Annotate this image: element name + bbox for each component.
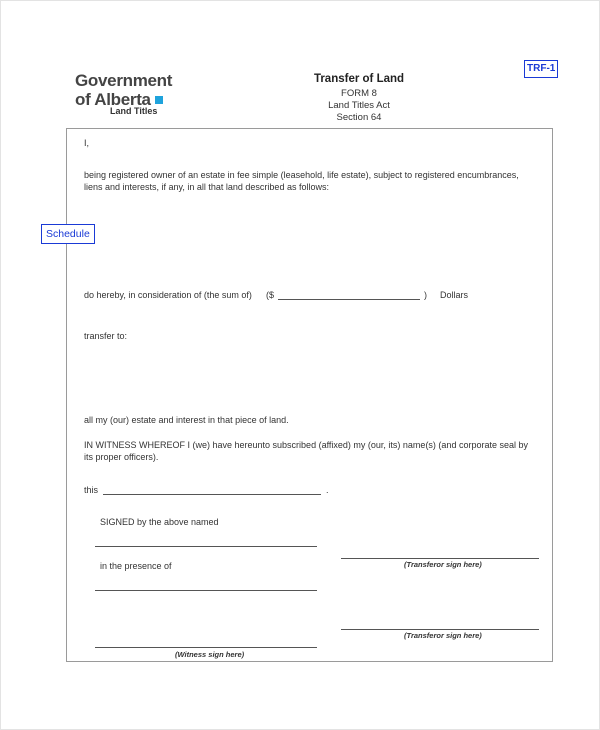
transfer-to-label: transfer to: [84, 331, 128, 341]
act-name: Land Titles Act [328, 100, 390, 111]
witness-sign-line[interactable] [95, 647, 317, 648]
form-number: FORM 8 [341, 88, 377, 99]
date-period: . [326, 485, 329, 495]
transferor-sign-line-1[interactable] [341, 558, 539, 559]
logo-line-2: of Alberta [75, 90, 172, 109]
logo-subtitle: Land Titles [110, 106, 158, 116]
amount-open-paren: ($ [266, 290, 275, 300]
amount-close-paren: ) [424, 290, 427, 300]
schedule-button[interactable]: Schedule [41, 224, 95, 244]
government-logo [75, 71, 172, 109]
form-title: Transfer of Land [313, 73, 405, 85]
witness-sign-caption: (Witness sign here) [175, 650, 245, 659]
transferor-sign-caption-2: (Transferor sign here) [404, 631, 482, 640]
transferor-sign-caption-1: (Transferor sign here) [404, 560, 482, 569]
witness-statement: IN WITNESS WHEREOF I (we) have hereunto subscribed (affixed) my (our, its) name(s) (and corporate seal by its proper officers). [84, 440, 528, 462]
form-body-frame [66, 128, 553, 662]
this-label: this [84, 485, 99, 495]
logo-line-1: Government [75, 71, 173, 90]
signer-name-line[interactable] [95, 546, 317, 547]
consideration-label: do hereby, in consideration of (the sum of) [84, 290, 252, 300]
section-number: Section 64 [336, 112, 382, 123]
signed-label: SIGNED by the above named [100, 517, 219, 527]
i-label: I, [84, 138, 90, 148]
logo-square-icon [155, 96, 163, 104]
transferor-sign-line-2[interactable] [341, 629, 539, 630]
amount-input-line[interactable] [278, 299, 420, 300]
presence-label: in the presence of [100, 561, 172, 571]
date-input-line[interactable] [103, 494, 321, 495]
witness-name-line[interactable] [95, 590, 317, 591]
dollars-label: Dollars [440, 290, 469, 300]
owner-statement: being registered owner of an estate in fee simple (leasehold, life estate), subject to registered encumbrances, liens and interests, if any, in all that land described as follows: [84, 170, 519, 192]
estate-statement: all my (our) estate and interest in that piece of land. [84, 415, 289, 425]
form-code-badge: TRF-1 [524, 60, 558, 78]
